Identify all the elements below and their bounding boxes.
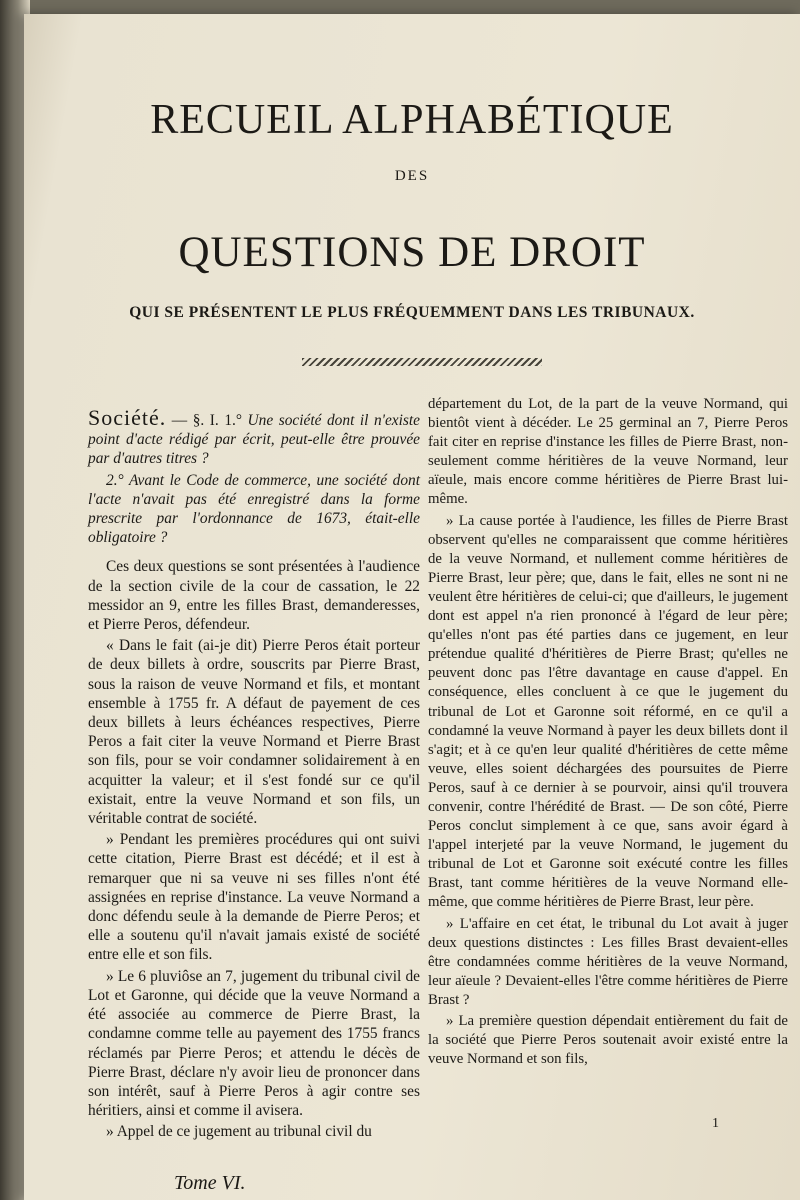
- question-one: Une société dont il n'existe point d'acte rédigé par écrit, peut-elle être prouvée par d'autres titres ?: [88, 412, 420, 468]
- paragraph: Ces deux questions se sont présentées à l'audience de la section civile de la cour de cassation, le 22 messidor an 9, entre les filles Brast, demanderesses, et Pierre Peros, défendeur.: [88, 558, 420, 634]
- entry-section-marker: — §. I. 1.°: [166, 412, 248, 429]
- paragraph: » La cause portée à l'audience, les filles de Pierre Brast observent qu'elles ne comparaissent que comme héritières de la veuve Normand, et nullement comme héritières de Pierre Brast, leur père; que, dans le fait, elles ne sont ni ne veulent être héritières de celui-ci; que d'ailleurs, le jugement dont est appel n'a rien prononcé à l'égard de leur père; qu'elles n'ont pas été parties dans ce jugement, en leur prétendue qualité d'héritières de Pierre Brast; qu'elles ne peuvent donc pas l'être davantage en cause d'appel. En conséquence, elles concluent à ce que le jugement du tribunal de Lot et Garonne soit réformé, en ce qu'il a condamné la veuve Normand à payer les deux billets dont il s'agit; et à ce qu'en leur qualité d'héritières de cette même veuve, elles soient déchargées des poursuites de Pierre Peros, sauf à ce dernier à se pourvoir, ainsi qu'il trouvera convenir, contre l'hérédité de Brast. — De son côté, Pierre Peros conclut simplement à ce que, sans avoir égard à l'appel interjeté par la veuve Normand, le jugement du tribunal de Lot et Garonne soit exécuté contre les filles Brast, tant comme héritières de la veuve Normand elle-même, que comme héritières de Pierre Brast, leur père.: [428, 512, 788, 911]
- paragraph: » Le 6 pluviôse an 7, jugement du tribunal civil de Lot et Garonne, qui décide que la veuve Normand a été associée au commerce de Pierre Brast, la condamne comme telle au payement des 1755 francs réclamés par Pierre Peros; et attendu le décès de Pierre Brast, déclare n'y avoir lieu de prononcer dans son intérêt, sauf à Pierre Peros à agir contre ses héritiers, ainsi et comme il avisera.: [88, 967, 420, 1120]
- entry-heading: Société.: [88, 405, 167, 430]
- paragraph: » L'affaire en cet état, le tribunal du Lot avait à juger deux questions distinctes : Les filles Brast devaient-elles être condamnées comme héritières de la veuve Normand, leur aïeule ? Devaient-elles l'être comme héritières de Pierre Brast ?: [428, 915, 788, 1008]
- ornamental-rule: [302, 358, 542, 366]
- volume-label: Tome VI.: [174, 1172, 246, 1194]
- paragraph: « Dans le fait (ai-je dit) Pierre Peros était porteur de deux billets à ordre, souscrits par Pierre Brast, sous la raison de veuve Normand et fils, et montant ensemble à 1755 fr. A défaut de payement de ces deux billets à leurs échéances respectives, Pierre Peros a fait citer la veuve Normand et Pierre Brast son fils, pour se voir condamner solidairement à en acquitter la valeur; et il s'est fondé sur ce qu'il existait, entre la veuve Normand et son fils, un véritable contrat de société.: [88, 637, 420, 828]
- right-column: [428, 395, 788, 1071]
- left-column: [88, 405, 420, 1144]
- paragraph: » Appel de ce jugement au tribunal civil du: [106, 1123, 372, 1141]
- paragraph: » Pendant les premières procédures qui ont suivi cette citation, Pierre Brast est décédé; et il est à remarquer que ni sa veuve ni ses filles n'ont été assignées en reprise d'instance. La veuve Normand a donc défendu seule à la demande de Pierre Peros; et elle a soutenu qu'il n'avait jamais existé de société entre elle et son fils.: [88, 831, 420, 964]
- book-page: [24, 14, 800, 1200]
- main-title: RECUEIL ALPHABÉTIQUE: [150, 97, 674, 143]
- signature-mark: 1: [712, 1116, 719, 1131]
- paragraph: » La première question dépendait entièrement du fait de la société que Pierre Peros soutenait avoir existé entre la veuve Normand et son fils,: [428, 1013, 788, 1068]
- title-connector: DES: [394, 168, 430, 184]
- paragraph: département du Lot, de la part de la veuve Normand, qui bientôt vient à décéder. Le 25 germinal an 7, Pierre Peros fait citer en reprise d'instance les filles de Pierre Brast, non-seulement comme héritières de la veuve Normand, leur aïeule, mais encore comme héritières de Pierre Brast lui-même.: [428, 396, 788, 508]
- entry-questions-1: [88, 405, 420, 469]
- question-two: 2.° Avant le Code de commerce, une société dont l'acte n'avait pas été enregistré dans la forme prescrite par l'ordonnance de 1673, était-elle obligatoire ?: [88, 471, 420, 547]
- subtitle: QUI SE PRÉSENTENT LE PLUS FRÉQUEMMENT DANS LES TRIBUNAUX.: [129, 304, 695, 321]
- secondary-title: QUESTIONS DE DROIT: [178, 229, 646, 276]
